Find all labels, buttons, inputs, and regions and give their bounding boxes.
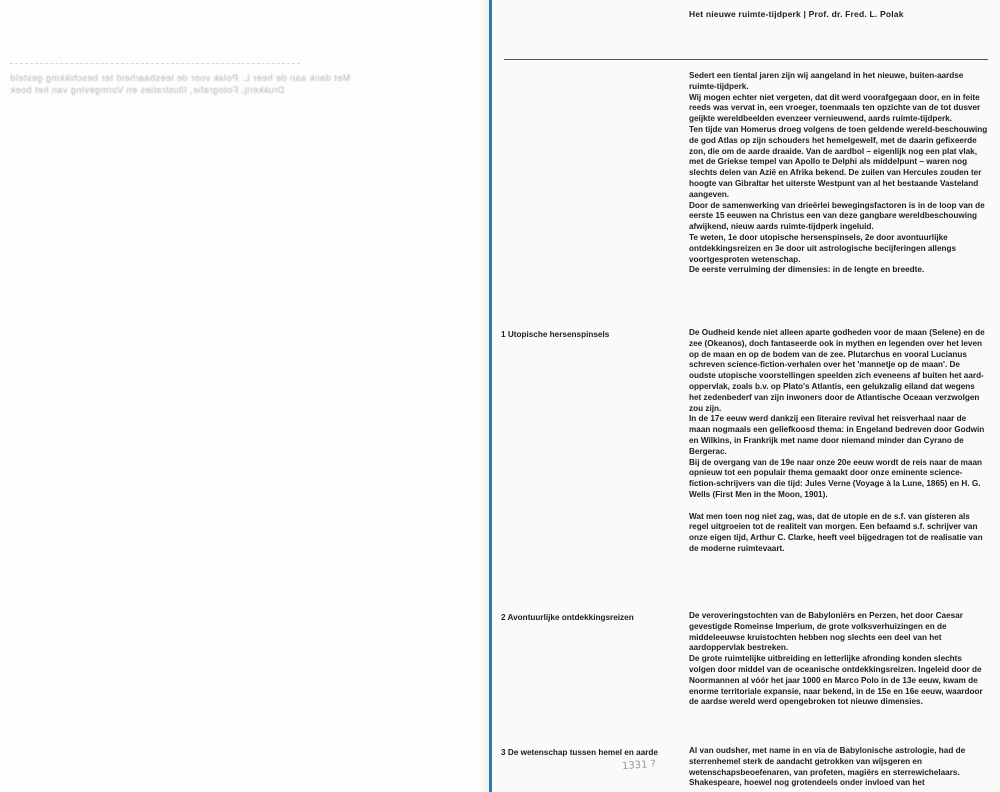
paragraph: Wat men toen nog niet zag, was, dat de utopie en de s.f. van gisteren als regel uitgroeien tot de realiteit van morgen. Een befaamd s.f. schrijver van onze eigen tijd, Arthur C. Clarke, heeft veel bijgedragen tot de realisatie van de moderne ruimtevaart. <box>689 511 983 553</box>
section-body <box>689 328 989 555</box>
paragraph: Bij de overgang van de 19e naar onze 20e eeuw wordt de reis naar de maan opnieuw tot een populair thema gemaakt door onze eminente science-fiction-schrijvers van die tijd: Jules Verne (Voyage à la Lune, 1865) en H. G. Wells (First Men in the Moon, 1901). <box>689 457 983 499</box>
bleed-through-text: Met dank aan de heer L. Polak voor de leesbaarheid ter beschikking gesteld <box>10 73 351 83</box>
section-heading: 2 Avontuurlijke ontdekkingsreizen <box>501 613 634 622</box>
bleed-through-rule <box>10 63 300 64</box>
section-body <box>689 611 989 708</box>
running-header: Het nieuwe ruimte-tijdperk | Prof. dr. Fred. L. Polak <box>689 9 904 19</box>
right-page <box>492 0 1000 792</box>
paragraph: De Oudheid kende niet alleen aparte godheden voor de maan (Selene) en de zee (Okeanos), doch fantaseerde ook in mythen en legenden over het leven op de maan en op de bodem van de zee. Plutarchus en vooral Lucianus schreven science-fiction-verhalen over het 'mannetje op de maan'. De oudste utopische voorstellingen speelden zich eveneens af buiten het aard-oppervlak, zoals b.v. op Plato's Atlantis, een gelukzalig eiland dat wegens het zedenbederf van zijn inwoners door de Atlantische Oceaan verzwolgen zou zijn. <box>689 328 985 413</box>
paragraph: Al van oudsher, met name in en via de Babylonische astrologie, had de sterrenhemel sterk de aandacht getrokken van wijsgeren en wetenschapsbeoefenaren, van profeten, magiërs en sterrewichelaars. Shakespeare, hoewel nog grotendeels onder invloed van het <box>689 746 966 788</box>
paragraph: In de 17e eeuw werd dankzij een literaire revival het reisverhaal naar de maan nogmaals een geliefkoosd thema: in Engeland bedreven door Godwin en Wilkins, in Frankrijk met name door niemand minder dan Cyrano de Bergerac. <box>689 414 985 456</box>
pencil-note: 1331 ? <box>621 758 657 773</box>
section-heading: 1 Utopische hersenspinsels <box>501 330 610 339</box>
paragraph: Door de samenwerking van drieërlei bewegingsfactoren is in de loop van de eerste 15 eeuwen na Christus een van deze gangbare wereldbeschouwing afwijkend, nieuw aards ruimte-tijdperk ingeluid. <box>689 200 985 232</box>
header-rule <box>504 59 988 60</box>
paragraph: Te weten, 1e door utopische hersenspinsels, 2e door avontuurlijke ontdekkingsreizen en 3e door uit astrologische becijferingen allengs voortgesproten wetenschap. <box>689 232 957 264</box>
bleed-through-text: Drukkerij, Fotografie, Illustraties en Vormgeving van het boek <box>10 85 285 95</box>
paragraph: De eerste verruiming der dimensies: in de lengte en breedte. <box>689 265 925 275</box>
paragraph: Wij mogen echter niet vergeten, dat dit werd voorafgegaan door, en in feite reeds was vervat in, een vroeger, toenmaals ten opzichte van de tot dusver geijkte wereldbeelden evenzeer vernieuwend, aards ruimte-tijdperk. <box>689 92 981 124</box>
paragraph: De grote ruimtelijke uitbreiding en letterlijke afronding konden slechts volgen door middel van de oceanische ontdekkingsreizen. Ingeleid door de Noormannen al vóór het jaar 1000 en Marco Polo in de 13e eeuw, kwam de enorme territoriale expansie, naar bekend, in de 15e en 16e eeuw, waardoor de aardse wereld werd opengebroken tot nieuwe dimensies. <box>689 654 983 707</box>
intro-text <box>689 71 989 276</box>
left-page <box>0 0 489 792</box>
paragraph: Sedert een tiental jaren zijn wij aangeland in het nieuwe, buiten-aardse ruimte-tijdperk. <box>689 71 964 91</box>
paragraph: Ten tijde van Homerus droeg volgens de toen geldende wereld-beschouwing de god Atlas op zijn schouders het hemelgewelf, met de daarin gefixeerde zon, die om de aarde draaide. Van de aardbol – eigenlijk nog een plat vlak, met de Griekse tempel van Apollo te Delphi als middelpunt – waren nog slechts delen van Azië en Afrika bekend. De zuilen van Hercules zouden ter hoogte van Gibraltar het uiterste Westpunt van al het bestaande Vasteland aangeven. <box>689 124 988 199</box>
section-body <box>689 746 989 789</box>
section-heading: 3 De wetenschap tussen hemel en aarde <box>501 748 658 757</box>
paragraph: De veroveringstochten van de Babyloniërs en Perzen, het door Caesar gevestigde Romeinse Imperium, de grote volksverhuizingen en de middeleeuwse kruistochten hebben nog slechts een deel van het aardoppervlak bestreken. <box>689 611 963 653</box>
